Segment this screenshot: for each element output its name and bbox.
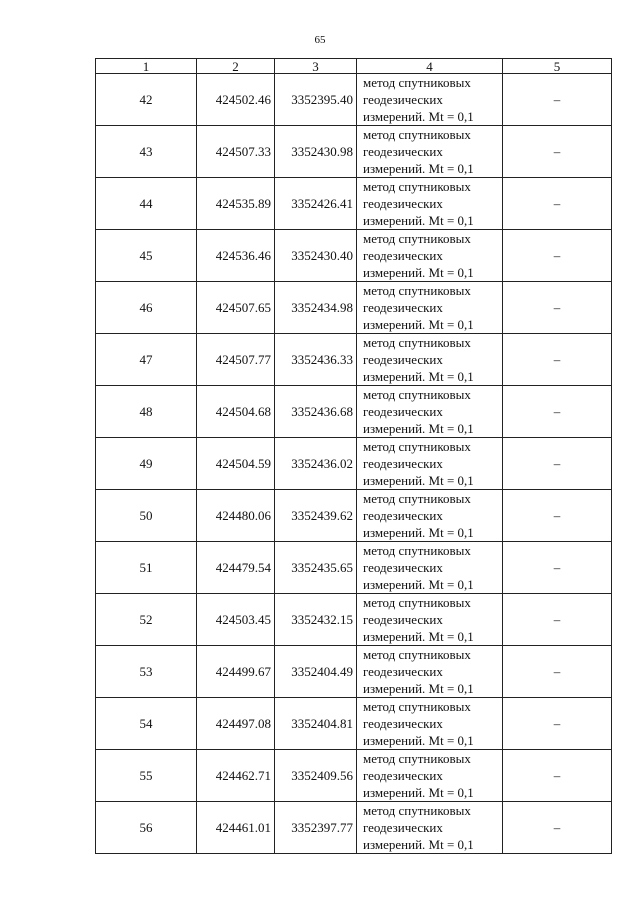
method-line: измерений. Mt = 0,1 [363,161,474,176]
y-coordinate-cell: 3352439.62 [275,490,357,542]
note-cell: – [503,542,612,594]
method-line: геодезических [363,560,443,575]
method-cell [357,594,503,646]
x-coordinate-cell: 424507.33 [197,126,275,178]
x-coordinate-cell: 424535.89 [197,178,275,230]
note-cell: – [503,386,612,438]
method-line: измерений. Mt = 0,1 [363,421,474,436]
method-cell [357,126,503,178]
y-coordinate-cell: 3352436.68 [275,386,357,438]
method-line: метод спутниковых [363,699,471,714]
method-line: геодезических [363,248,443,263]
method-line: геодезических [363,196,443,211]
method-line: геодезических [363,508,443,523]
method-line: геодезических [363,456,443,471]
point-number-cell: 43 [96,126,197,178]
method-line: измерений. Mt = 0,1 [363,109,474,124]
method-line: геодезических [363,352,443,367]
method-line: метод спутниковых [363,335,471,350]
header-cell-1: 1 [96,59,197,74]
method-line: метод спутниковых [363,751,471,766]
method-line: геодезических [363,144,443,159]
point-number-cell: 56 [96,802,197,854]
point-number-cell: 47 [96,334,197,386]
table-body [96,74,612,854]
method-line: метод спутниковых [363,179,471,194]
note-cell: – [503,126,612,178]
header-cell-5: 5 [503,59,612,74]
table-row [96,646,612,698]
point-number-cell: 42 [96,74,197,126]
point-number-cell: 46 [96,282,197,334]
method-cell [357,542,503,594]
table-row [96,178,612,230]
x-coordinate-cell: 424499.67 [197,646,275,698]
point-number-cell: 51 [96,542,197,594]
method-line: измерений. Mt = 0,1 [363,681,474,696]
method-cell [357,802,503,854]
y-coordinate-cell: 3352397.77 [275,802,357,854]
method-line: метод спутниковых [363,439,471,454]
table-row [96,386,612,438]
x-coordinate-cell: 424504.68 [197,386,275,438]
x-coordinate-cell: 424507.77 [197,334,275,386]
x-coordinate-cell: 424480.06 [197,490,275,542]
table-row [96,698,612,750]
method-line: измерений. Mt = 0,1 [363,369,474,384]
method-cell [357,74,503,126]
method-line: геодезических [363,820,443,835]
note-cell: – [503,594,612,646]
method-line: измерений. Mt = 0,1 [363,577,474,592]
note-cell: – [503,490,612,542]
note-cell: – [503,438,612,490]
header-cell-2: 2 [197,59,275,74]
y-coordinate-cell: 3352430.98 [275,126,357,178]
table-row [96,542,612,594]
point-number-cell: 55 [96,750,197,802]
method-line: геодезических [363,716,443,731]
x-coordinate-cell: 424497.08 [197,698,275,750]
method-cell [357,698,503,750]
point-number-cell: 53 [96,646,197,698]
point-number-cell: 54 [96,698,197,750]
method-line: метод спутниковых [363,803,471,818]
coordinates-table [95,58,612,854]
point-number-cell: 52 [96,594,197,646]
note-cell: – [503,282,612,334]
method-line: измерений. Mt = 0,1 [363,837,474,852]
method-cell [357,178,503,230]
note-cell: – [503,74,612,126]
method-line: геодезических [363,404,443,419]
header-cell-3: 3 [275,59,357,74]
table-header [96,59,612,74]
table-row [96,594,612,646]
method-line: измерений. Mt = 0,1 [363,629,474,644]
x-coordinate-cell: 424507.65 [197,282,275,334]
table-row [96,282,612,334]
method-line: измерений. Mt = 0,1 [363,733,474,748]
y-coordinate-cell: 3352430.40 [275,230,357,282]
method-line: измерений. Mt = 0,1 [363,265,474,280]
x-coordinate-cell: 424461.01 [197,802,275,854]
method-line: геодезических [363,92,443,107]
table-row [96,230,612,282]
point-number-cell: 48 [96,386,197,438]
table-row [96,438,612,490]
x-coordinate-cell: 424536.46 [197,230,275,282]
y-coordinate-cell: 3352426.41 [275,178,357,230]
method-cell [357,646,503,698]
method-line: метод спутниковых [363,543,471,558]
x-coordinate-cell: 424503.45 [197,594,275,646]
x-coordinate-cell: 424504.59 [197,438,275,490]
y-coordinate-cell: 3352435.65 [275,542,357,594]
y-coordinate-cell: 3352395.40 [275,74,357,126]
method-line: измерений. Mt = 0,1 [363,473,474,488]
table-row [96,334,612,386]
table-row [96,490,612,542]
method-cell [357,282,503,334]
method-line: метод спутниковых [363,127,471,142]
method-line: геодезических [363,664,443,679]
point-number-cell: 50 [96,490,197,542]
y-coordinate-cell: 3352434.98 [275,282,357,334]
note-cell: – [503,802,612,854]
point-number-cell: 49 [96,438,197,490]
table-row [96,802,612,854]
method-line: метод спутниковых [363,387,471,402]
note-cell: – [503,750,612,802]
header-cell-4: 4 [357,59,503,74]
table-row [96,126,612,178]
method-line: метод спутниковых [363,647,471,662]
method-cell [357,490,503,542]
header-row [96,59,612,74]
method-line: измерений. Mt = 0,1 [363,785,474,800]
method-line: метод спутниковых [363,231,471,246]
y-coordinate-cell: 3352404.81 [275,698,357,750]
x-coordinate-cell: 424479.54 [197,542,275,594]
y-coordinate-cell: 3352409.56 [275,750,357,802]
x-coordinate-cell: 424462.71 [197,750,275,802]
method-line: измерений. Mt = 0,1 [363,317,474,332]
method-line: геодезических [363,300,443,315]
method-cell [357,438,503,490]
method-line: метод спутниковых [363,75,471,90]
table-row [96,74,612,126]
point-number-cell: 44 [96,178,197,230]
note-cell: – [503,178,612,230]
table-row [96,750,612,802]
method-line: геодезических [363,768,443,783]
method-cell [357,230,503,282]
note-cell: – [503,646,612,698]
y-coordinate-cell: 3352432.15 [275,594,357,646]
method-line: измерений. Mt = 0,1 [363,525,474,540]
page-number: 65 [314,34,326,46]
method-cell [357,750,503,802]
method-line: метод спутниковых [363,595,471,610]
method-line: измерений. Mt = 0,1 [363,213,474,228]
method-line: метод спутниковых [363,491,471,506]
note-cell: – [503,698,612,750]
note-cell: – [503,230,612,282]
note-cell: – [503,334,612,386]
method-cell [357,334,503,386]
point-number-cell: 45 [96,230,197,282]
method-cell [357,386,503,438]
y-coordinate-cell: 3352436.02 [275,438,357,490]
y-coordinate-cell: 3352404.49 [275,646,357,698]
x-coordinate-cell: 424502.46 [197,74,275,126]
y-coordinate-cell: 3352436.33 [275,334,357,386]
method-line: метод спутниковых [363,283,471,298]
method-line: геодезических [363,612,443,627]
